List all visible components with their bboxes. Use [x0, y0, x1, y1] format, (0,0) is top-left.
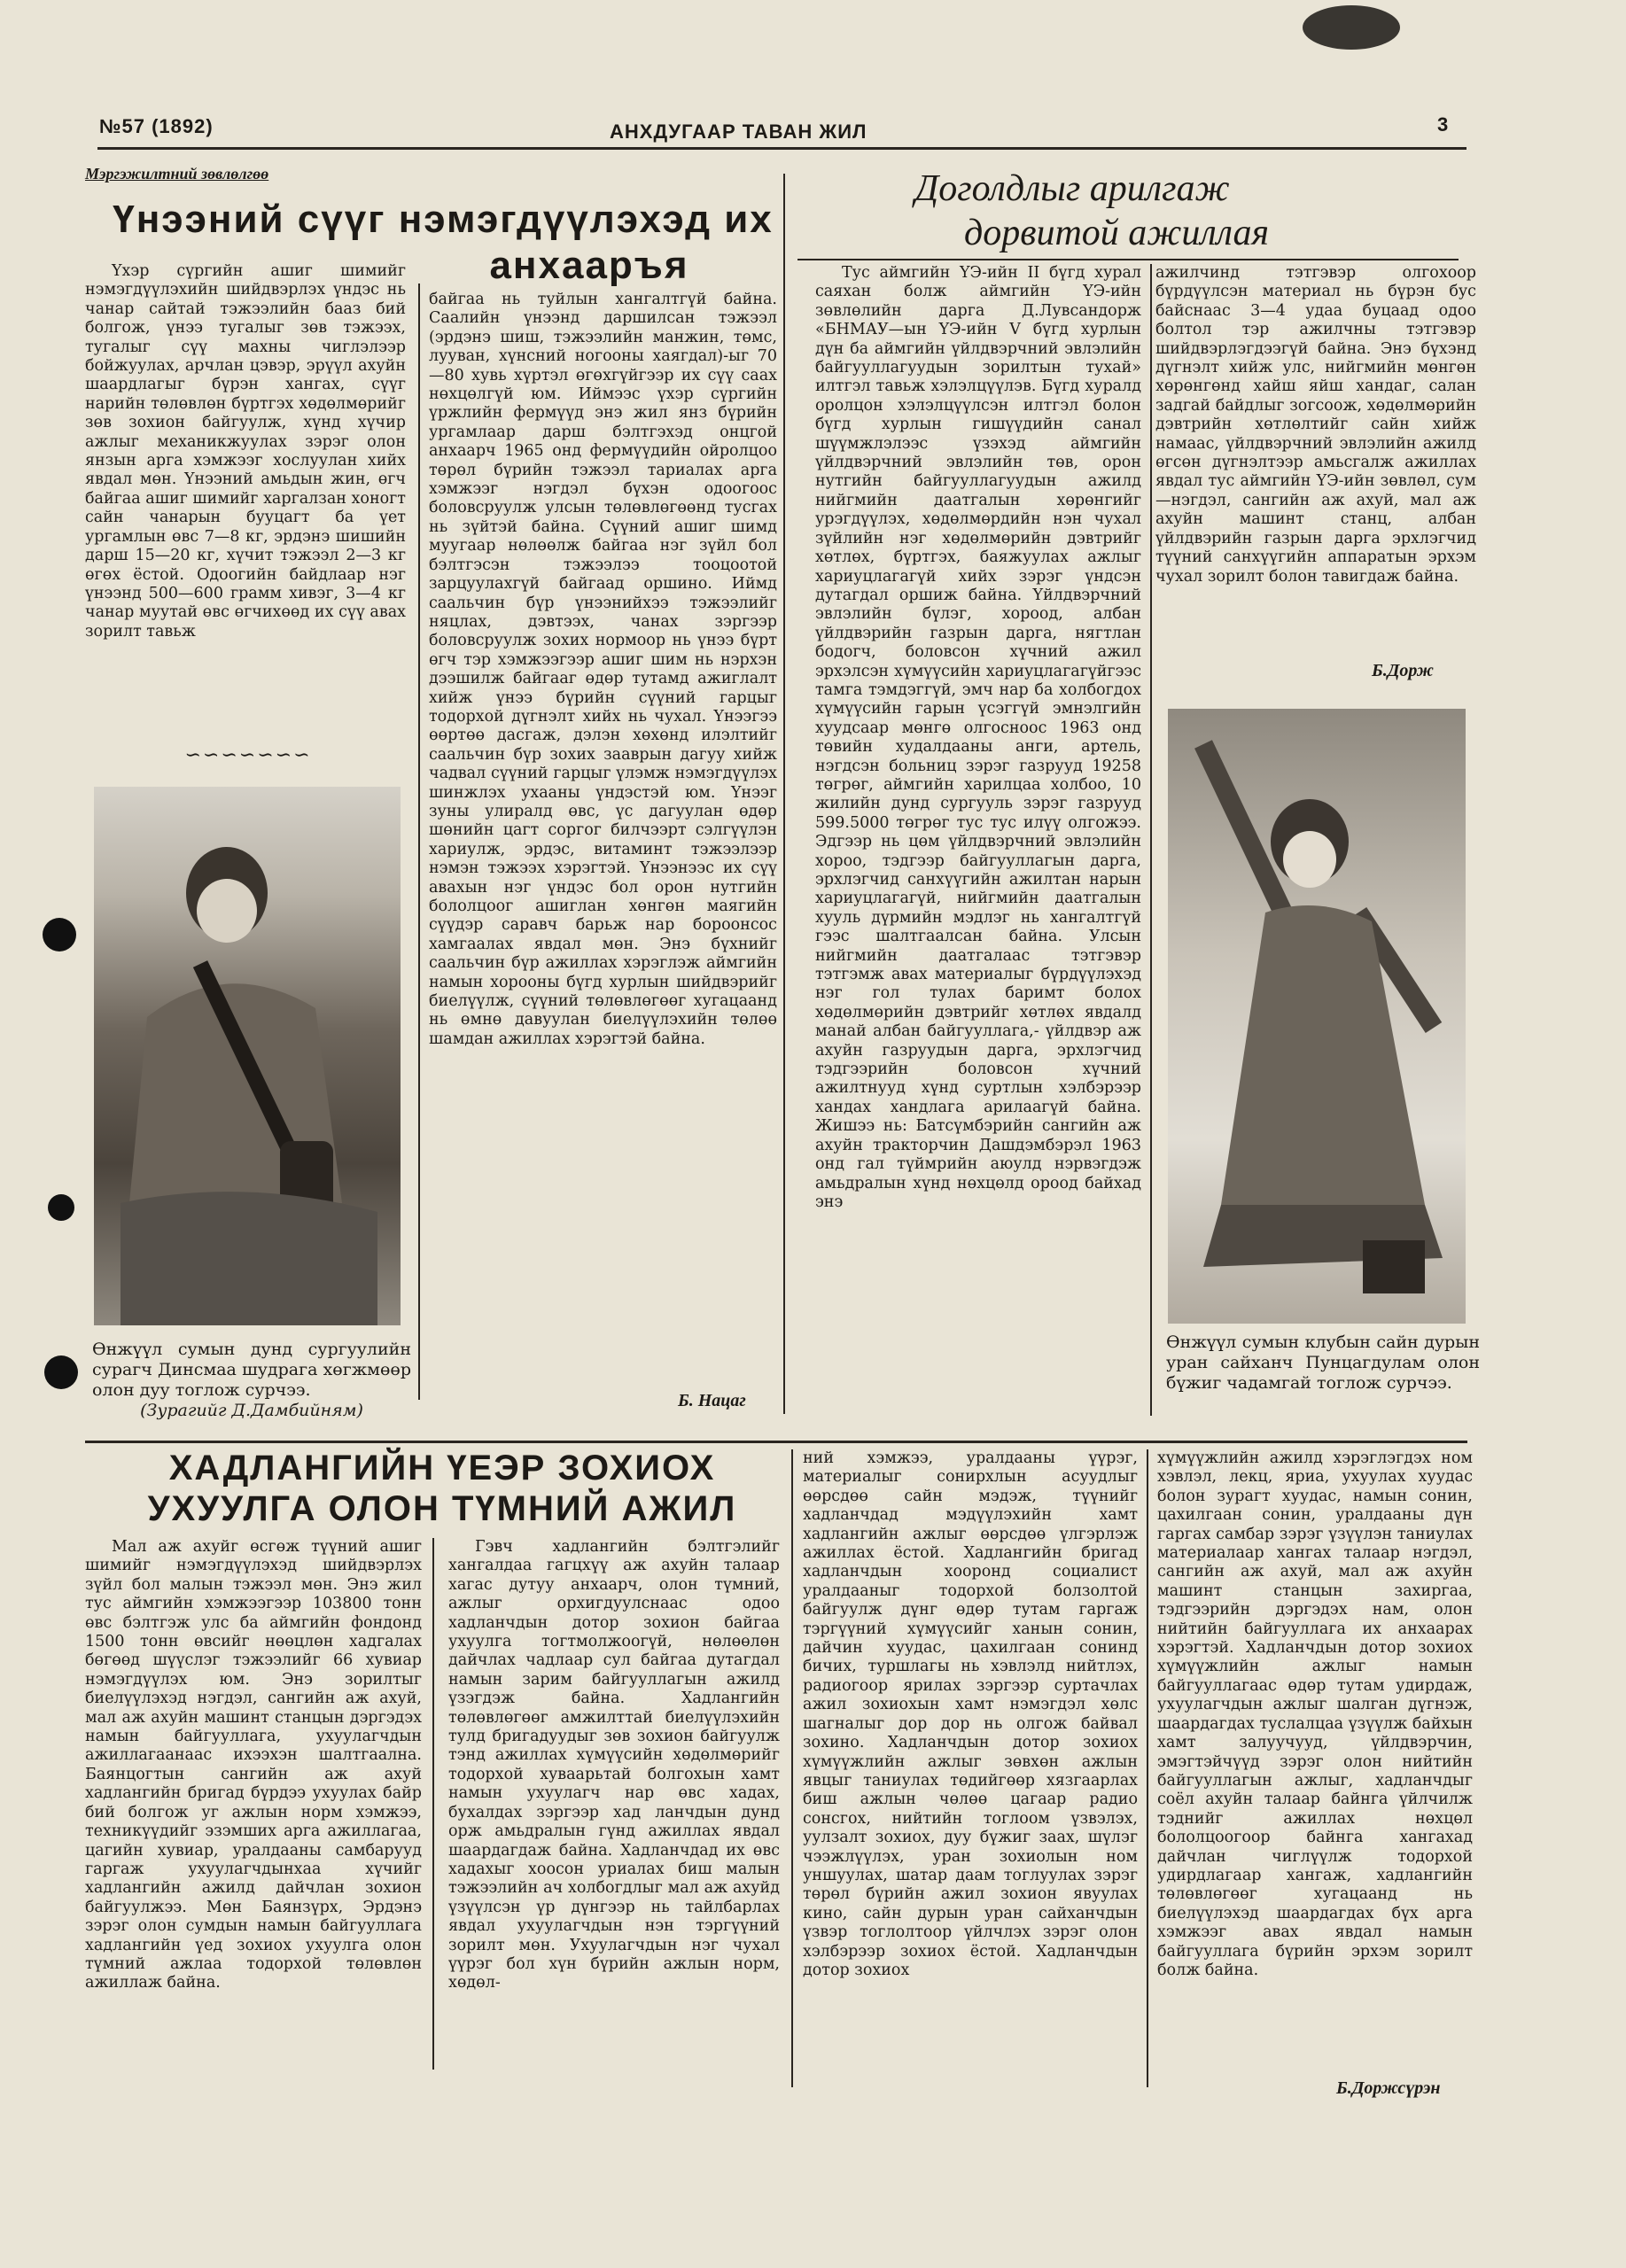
article3-title-line2: УХУУЛГА ОЛОН ТҮМНИЙ АЖИЛ	[147, 1489, 737, 1528]
article2-col1-text: Тус аймгийн ҮЭ-ийн II бүгд хурал саяхан болж аймгийн ҮЭ-ийн зөвлөлийн дарга Д.Лувсандорж «БНМАУ—ын ҮЭ-ийн V бүгд хурлын дүн ба аймгийн үйлдвэрчний эвлэлийн байгууллагуудын зорилтын тухай» илтгэл тавьж хэлэлцүүлэв. Бүгд хуралд оролцон хэлэлцүүлсэн илтгэл болон бүгд хурлын гишүүдийн санал шүүмжлэлээс үзэхэд аймгийн үйлдвэрчний эвлэлийн төв, орон нутгийн байгууллагуудын ажилд нийгмийн даатгалын хөрөнгийг урэгдүүлэх, хөдөлмөрдийн нэн чухал зүйлийн нэг хөдөлмөрийн дэвтрийг хөтлөх, бүртгэх, баяжуулах ажлыг хариуцлагагүй хийх зэрэг үндсэн дутагдал оршиж байна. Үйлдвэрчний эвлэлийн бүлэг, хороод, албан үйлдвэрийн газрын дарга, нягтлан бодогч, боловсон хүчний ажил эрхэлсэн хүмүүсийн хариуцлагагүйгээс тамга тэмдэггүй, эмч нар ба холбогдох хүмүүсийн гарын үсэггүй эмнэлгийн хуудсаар мөнгө олгосноос 1963 онд төвийн худалдааны анги, артель, нэгдсэн больниц зэрэг газрууд 19258 төгрөг, аймгийн харилцаа холбоо, 10 жилийн дунд сургууль зэрэг газрууд 599.5000 төгрөг тус тус илүү олгожээ. Эдгээр нь цөм үйлдвэрчний эвлэлийн хороо, тэдгээр байгууллагын дарга, эрхлэгчид санхүүгийн ажилтан нарын хариуцлагагүй, нийгмийн даатгалын хууль дүрмийн мэдлэг нь хангалтгүй гээс шалтгаалсан байна. Улсын нийгмийн даатгалаас тэтгэвэр тэтгэмж авах материалыг бүрдүүлэхэд нэг гол тулах баримт болох хөдөлмөрийн дэвтрийг хөтлөх явдалд манай албан байгууллага,- үйлдвэр аж ахуйн газруудын дарга, эрхлэгчид тэдгээрийн боловсон хүчний ажилтнууд хүнд суртлын хэлбэрээр хандах хандлага арилаагүй байна. Жишээ нь: Батсүмбэрийн сангийн аж ахуйн тракторчин Дашдэмбэрэл 1963 онд гал түймрийн аюулд нэрвэгдэж амьдралын хүнд нөхцөлд ороод байхад энэ	[815, 264, 1141, 1211]
article2-photo-caption: Өнжүүл сумын клубын сайн дурын уран сайханч Пунцагдулам олон бүжиг чадамгай тоглож сурчээ.	[1166, 1332, 1480, 1393]
article2-col2-text: ажилчинд тэтгэвэр олгохоор бүрдүүлсэн материал нь бүрэн бус байснаас 3—4 удаа буцаад одоо болтол тэр ажилчны тэтгэвэр шийдвэрлэгдээгүй байна. Энэ бүхэнд дүгнэлт хийж улс, нийгмийн мөнгөн хөрөнгөнд хайш яйш хандаг, салан задгай байдлыг зогсоож, хөдөлмөрийн дэвтрийн хөтлөлтийг сайн хийж намаас, үйлдвэрчний эвлэлийн ажилд өгсөн дүгнэлтээр амьсгалж ажиллах явдал тус аймгийн ҮЭ-ийн зөвлөл, сум—нэгдэл, сангийн аж ахуй, мал аж ахуйн машинт станц, албан үйлдвэрийн газрын дарга эрхлэгчид түүний санхүүгийн аппаратын эрхэм чухал зорилт болон тавигдаж байна.	[1155, 264, 1476, 586]
section-rule	[85, 1441, 1467, 1443]
column-rule	[1150, 264, 1152, 1416]
article3-col4-text: хүмүүжлийн ажилд хэрэглэгдэх ном хэвлэл, лекц, яриа, ухуулах хуудас болон зурагт хуудас, намын сонин, цахилгаан сонин, уралдааны дүн гаргах самбар зэрэг үзүүлэн таниулах материалаар хангах талаар нэгдэл, сангийн аж ахуй, мал аж ахуйн машинт станцын захиргаа, тэдгээрийн дэргэдэх нам, олон нийтийн байгууллага их анхаарах хэрэгтэй. Хадланчдын дотор зохиох хүмүүжлийн ажлыг намын байгууллагаас өдөр тутам удирдаж, ухуулагчдын ажлыг шалган дүгнэж, шаардагдах туслалцаа үзүүлж байхын хамт залуучууд, үйлдвэрчин, эмэгтэйчүүд зэрэг олон нийтийн байгууллагын ажлыг, хадланчдыг соёл ахуйн талаар байнга үйлчилж тэднийг ажиллах нөхцөл бололцоогоор байнга хангахад дайчлан чиглүүлж тодорхой удирдлагаар хангаж, хадлангийн төлөвлөгөөг хугацаанд нь биелүүлэхэд шаардагдах бүх арга хэмжээг авах явдал намын байгууллага бүрийн эрхэм зорилт болж байна.	[1157, 1449, 1473, 1979]
article2-title	[797, 167, 1435, 255]
article3-title	[85, 1448, 799, 1529]
column-rule	[1147, 1449, 1148, 2087]
article3-col4	[1157, 1449, 1473, 1980]
header-rule	[97, 147, 1467, 150]
punch-hole	[43, 918, 76, 951]
article3-col2-text: Гэвч хадлангийн бэлтгэлийг хангалдаа гагцхүү аж ахуйн талаар хагас дутуу анхаарч, олон түмний, ажлыг орхигдуулснаас одоо хадланчдын дотор зохион байгаа ухуулга тогтмолжоогүй, нөлөөлөн дайчлах чадлаар сул байгаа дутагдал намын зарим байгууллагын ажилд үзэгдэж байна. Хадлангийн төлөвлөгөөг амжилттай биелүүлэхийн тулд бригадуудыг зөв зохион байгуулж тэнд ажиллах хүмүүсийн хөдөлмөрийг тодорхой хуваарьтай болгохын хамт намын ухуулагч нар өвс хадах, бухалдах зэргээр хад ланчдын дунд орж амьдралын гүнд ажиллах явдал шаардагдаж байна. Хадланчдад их өвс хадахыг хоосон уриалах биш малын тэжээлийн ач холбогдлыг мал аж ахуйд үзүүлсэн үр дүнгээр нь тайлбарлах явдал ухуулагчдын нэн тэргүүний зорилт мөн. Ухуулагчдын нэг чухал үүрэг бол хүн бүрийн ажлын норм, хөдөл-	[448, 1538, 780, 1992]
article3-signature: Б.Доржсүрэн	[1336, 2078, 1441, 2098]
article1-col2-text: байгаа нь туйлын хангалтгүй байна. Саалийн үнээнд даршилсан тэжээл (эрдэнэ шиш, тэжээлийн манжин, төмс, лууван, хүнсний ногооны хаягдал)-ыг 70—80 хувь хүртэл өгөхгүйгээр их сүү саах нөхцөлгүй юм. Иймээс үхэр сүргийн үржлийн фермүүд энэ жил янз бүрийн ургамлаар дарш бэлтгэхэд онцгой анхаарч 1965 онд фермүүдийн ойролцоо төрөл бүрийн тэжээл тариалах арга хэмжээг нэгдэл бүхэн одоогоос боловсруулж улсын төлөвлөгөөнд тусгах нь зүйтэй байна. Сүүний ашиг шимд муугаар нөлөөлж байгаа нэг зүйл бол бэлтгэсэн тэжээлээ тооцоотой зарцуулахгүй байгаад оршино. Иймд саальчин бүр үнээнийхээ тэжээлийг няцлах, дэвтээх, чанах зэргээр боловсруулж зохих нормоор нь үнээ бүрт өгч тэр хэмжээгээр ашиг шим нь нэрхэн дээшилж байгааг өдөр тутамд ажиглалт хийж үнээ бүрийн сүүний гарцыг тодорхой дүгнэлт хийх нь чухал. Үнээгээ өөртөө дасгаж, дэлэн хөхөнд илэлтийг саальчин бүр зохих зааврын дагуу хийж чадвал сүүний гарцыг үлэмж нэмэгдүүлэх шинжлэх ухааны үндэстэй юм. Үнээг зуны улиралд өвс, үс дагуулан өдөр шөнийн цагт соргог билчээрт сэлгүүлэн хариулж, эрдэс, витаминт тэжээлээр нэмэн тэжээх хэрэгтэй. Үнээнээс их сүү авахын нэг үндэс бол орон нутгийн бололцоог ашиглан хөнгөн маягийн сүүдэр саравч барьж нар бороонсос хамгаалах явдал мөн. Энэ бүхнийг саальчин бүр ажиллах хэрэглэж аймгийн намын хорооны бүгд хурлын шийдвэрийг биелүүлж, сүүний төлөвлөгөөг хугацаанд нь өмнө давуулан биелүүлэхийн төлөө шамдан ажиллах хэрэгтэй байна.	[429, 291, 777, 1048]
column-rule	[418, 284, 420, 1400]
article1-photo-caption	[92, 1340, 411, 1421]
article1-photo-credit: (Зурагийг Д.Дамбийням)	[140, 1401, 363, 1420]
page-number: 3	[1437, 113, 1450, 136]
article2-title-line1: Доголдлыг арилгаж	[914, 168, 1230, 209]
issue-number: №57 (1892)	[99, 115, 214, 137]
article1-col1-text: Үхэр сүргийн ашиг шимийг нэмэгдүүлэхийн шийдвэрлэх үндэс нь чанар сайтай тэжээлийн бааз бий болгож, үнээ тугалыг зөв тэжээх, тугалыг сүү махны чиглэлээр бойжуулах, арчлан цэвэр, эрүүл ахуйн шаардлагыг бүрэн хангах, сүүг нарийн төлөвлөн бүртгэх хөдөлмөрийг зөв зохион байгуулж, хүнд хүчир ажлыг механикжуулах зэрэг олон янзын арга хэмжээг хослуулан хийх явдал мөн. Үнээний амьдын жин, өгч байгаа ашиг шимийг харгалзан хоногт сайн чанарын бууцагт ба үет ургамлын өвс 7—8 кг, эрдэнэ шишийн дарш 15—20 кг, хүчит тэжээл 2—3 кг өгөх ёстой. Одоогийн байдлаар нэг үнээнд 500—600 грамм хивэг, 3—4 кг чанар муутай өвс өгчихөөд их сүү авах зорилт тавьж	[85, 262, 406, 641]
dancer-illustration	[1168, 709, 1466, 1324]
article2-signature: Б.Дорж	[1372, 661, 1434, 680]
article1-col2	[429, 291, 777, 1049]
punch-hole	[44, 1355, 78, 1389]
article3-col2	[448, 1538, 780, 1993]
article2-title-line2: дорвитой ажиллая	[963, 213, 1270, 253]
article2-photo	[1168, 709, 1466, 1324]
article3-col1	[85, 1538, 422, 1993]
punch-hole	[48, 1194, 74, 1221]
article3-col1-text: Мал аж ахуйг өсгөж түүний ашиг шимийг нэмэгдүүлэхэд шийдвэрлэх зүйл бол малын тэжээл мөн. Энэ жил тус аймгийн хэмжээгээр 103800 тонн өвс бэлтгэж улс ба аймгийн фондонд 1500 тонн өвсийг нөөцлөн хадгалах бөгөөд шүүслэг тэжээлийг 66 хувиар нэмэгдүүлэх юм. Энэ зорилтыг биелүүлэхэд нэгдэл, сангийн аж ахуй, мал аж ахуйн машинт станцын дэргэдэх намын байгууллага, ухуулагчдын ажиллагаанаас ихээхэн шалтгаална. Баянцогтын сангийн аж ахуй хадлангийн бригад бүрдээ ухуулах байр бий болгож уг ажлын норм хэмжээ, техникүүдийг эзэмших арга ажиллагаа, цагийн хувиар, уралдааны самбарууд гаргаж ухуулагчдынхаа хүчийг хадлангийн ажилд дайчлан зохион байгуулжээ. Мөн Баянзүрх, Эрдэнэ зэрэг олон сумдын намын байгууллага хадлангийн үед зохиох ухуулга олон түмний ажлаа тодорхой төлөвлөн ажиллаж байна.	[85, 1538, 422, 1992]
article1-ornament: ∽∽∽∽∽∽∽	[184, 744, 312, 766]
article3-col3	[803, 1449, 1138, 1980]
article1-caption-text: Өнжүүл сумын дунд сургуулийн сурагч Динсмаа шудрага хөгжмөөр олон дуу тоглож сурчээ.	[92, 1340, 411, 1400]
article1-kicker: Мэргэжилтний зөвлөлгөө	[85, 165, 269, 183]
ink-blot	[1303, 5, 1400, 50]
article3-title-line1: ХАДЛАНГИЙН ҮЕЭР ЗОХИОХ	[168, 1449, 716, 1487]
article1-title-line1: Үнээний сүүг нэмэгдүүлэхэд их	[113, 198, 774, 241]
article1-title-line2: анхааръя	[489, 244, 689, 287]
column-rule	[432, 1538, 434, 2070]
article1-col1	[85, 262, 406, 641]
article1-signature: Б. Нацаг	[678, 1391, 746, 1410]
article3-col3-text: ний хэмжээ, уралдааны үүрэг, материалыг сонирхлын асуудлыг өөрсдөө сайн мэдэж, түүнийг хадланчдад мэдүүлэхийн хамт хадлангийн ажлыг өөрсдөө үлгэрлэж ажиллах ёстой. Хадлангийн бригад хадланчдын хооронд социалист уралдааныг тодорхой болзолтой байгуулж дүнг өдөр тутам гаргаж тэргүүний хүмүүсийг ханын сонин, дайчин хуудас, цахилгаан сонинд бичих, туршлагы нь хэвлэлд нийтлэх, радиогоор ярилах зэргээр суртачлах ажил зохиохын хамт нэмэгдэл хөлс шагналыг дор дор нь олгож байвал зохино. Хадланчдын дотор зохиох хүмүүжлийн ажлыг зөвхөн ажлын явцыг таниулах төдийгөөр хязгаарлах биш ажлын чөлөө цагаар радио сонсгох, нийтийн тоглоом үзвэлэх, уулзалт зохиох, дуу бүжиг заах, шүлэг чээжлүүлэх, уран зохиолын ном уншуулах, шатар даам тоглуулах зэрэг төрөл бүрийн ажил зохион явуулах кино, сайн дурын уран сайханчдын үзвэр тоглолтоор үйлчлэх зэрэг олон хэлбэрээр зохиох ёстой. Хадланчдын дотор зохиох	[803, 1449, 1138, 1979]
article2-col1	[815, 264, 1141, 1212]
article2-title-rule	[797, 259, 1459, 260]
page-banner: АНХДУГААР ТАВАН ЖИЛ	[610, 120, 867, 143]
column-rule	[783, 174, 785, 1414]
musician-illustration	[94, 787, 401, 1325]
article2-col2	[1155, 264, 1476, 586]
column-rule	[791, 1449, 793, 2087]
article1-photo	[94, 787, 401, 1325]
